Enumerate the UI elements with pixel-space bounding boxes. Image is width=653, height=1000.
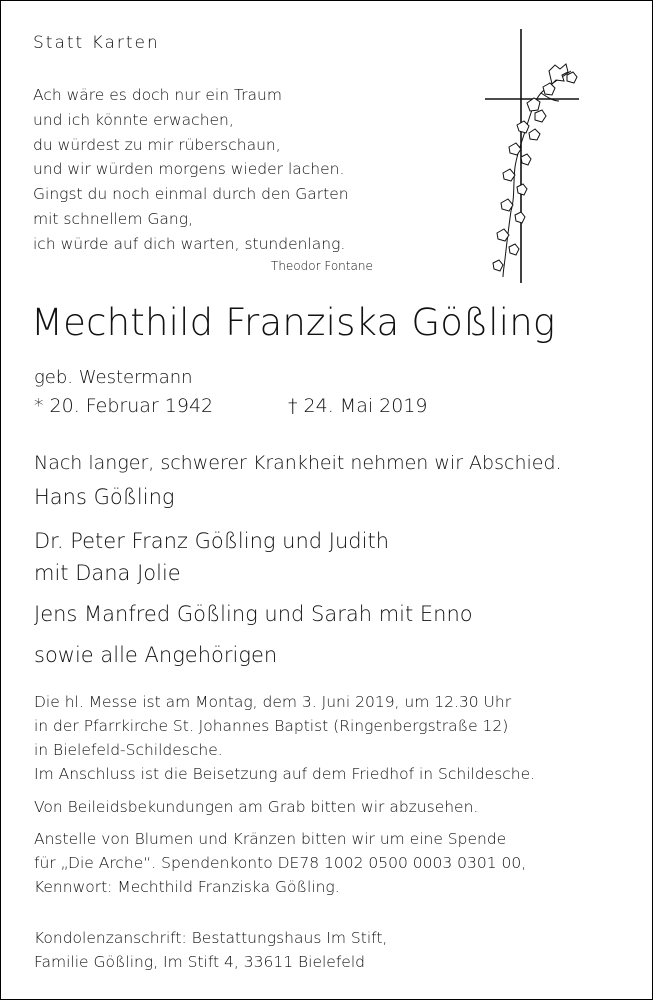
- birth-date: * 20. Februar 1942: [34, 395, 214, 417]
- donation-line: Anstelle von Blumen und Kränzen bitten wir um eine Spende: [34, 830, 507, 848]
- mourner-name: sowie alle Angehörigen: [34, 643, 278, 667]
- poem-author: Theodor Fontane: [271, 259, 373, 273]
- condolence-line: Familie Gößling, Im Stift 4, 33611 Bielefeld: [34, 953, 365, 971]
- donation-line: für „Die Arche“. Spendenkonto DE78 1002 0500 0003 0301 00,: [34, 854, 527, 872]
- poem-line: Ach wäre es doch nur ein Traum: [33, 86, 282, 104]
- death-date: † 24. Mai 2019: [288, 395, 428, 417]
- deceased-name: Mechthild Franziska Gößling: [31, 301, 556, 344]
- funeral-info-line: in der Pfarrkirche St. Johannes Baptist (Ringenbergstraße 12): [34, 717, 509, 735]
- poem-line: und wir würden morgens wieder lachen.: [33, 160, 345, 179]
- mourner-name: Jens Manfred Gößling und Sarah mit Enno: [34, 602, 473, 626]
- header-statt-karten: Statt Karten: [33, 33, 160, 53]
- poem-line: Gingst du noch einmal durch den Garten: [33, 185, 349, 204]
- cross-with-ivy-icon: [479, 27, 589, 285]
- funeral-info-line: Im Anschluss ist die Beisetzung auf dem Friedhof in Schildesche.: [34, 765, 536, 783]
- funeral-info-line: in Bielefeld-Schildesche.: [34, 741, 223, 759]
- poem: [33, 83, 349, 257]
- farewell-text: Nach langer, schwerer Krankheit nehmen wir Abschied.: [34, 452, 562, 474]
- grave-note: Von Beileidsbekundungen am Grab bitten wir abzusehen.: [34, 798, 479, 816]
- poem-line: und ich könnte erwachen,: [33, 110, 234, 129]
- mourner-name: Dr. Peter Franz Gößling und Judith: [34, 529, 390, 553]
- mourner-name: mit Dana Jolie: [34, 561, 181, 585]
- birth-name: geb. Westermann: [34, 367, 193, 388]
- poem-line: ich würde auf dich warten, stundenlang.: [33, 234, 346, 253]
- condolence-line: Kondolenzanschrift: Bestattungshaus Im Stift,: [34, 929, 388, 947]
- donation-line: Kennwort: Mechthild Franziska Gößling.: [34, 878, 340, 896]
- poem-line: mit schnellem Gang,: [33, 209, 193, 228]
- poem-line: du würdest zu mir rüberschaun,: [33, 135, 281, 154]
- funeral-info-line: Die hl. Messe ist am Montag, dem 3. Juni 2019, um 12.30 Uhr: [34, 693, 512, 711]
- mourner-name: Hans Gößling: [34, 485, 175, 509]
